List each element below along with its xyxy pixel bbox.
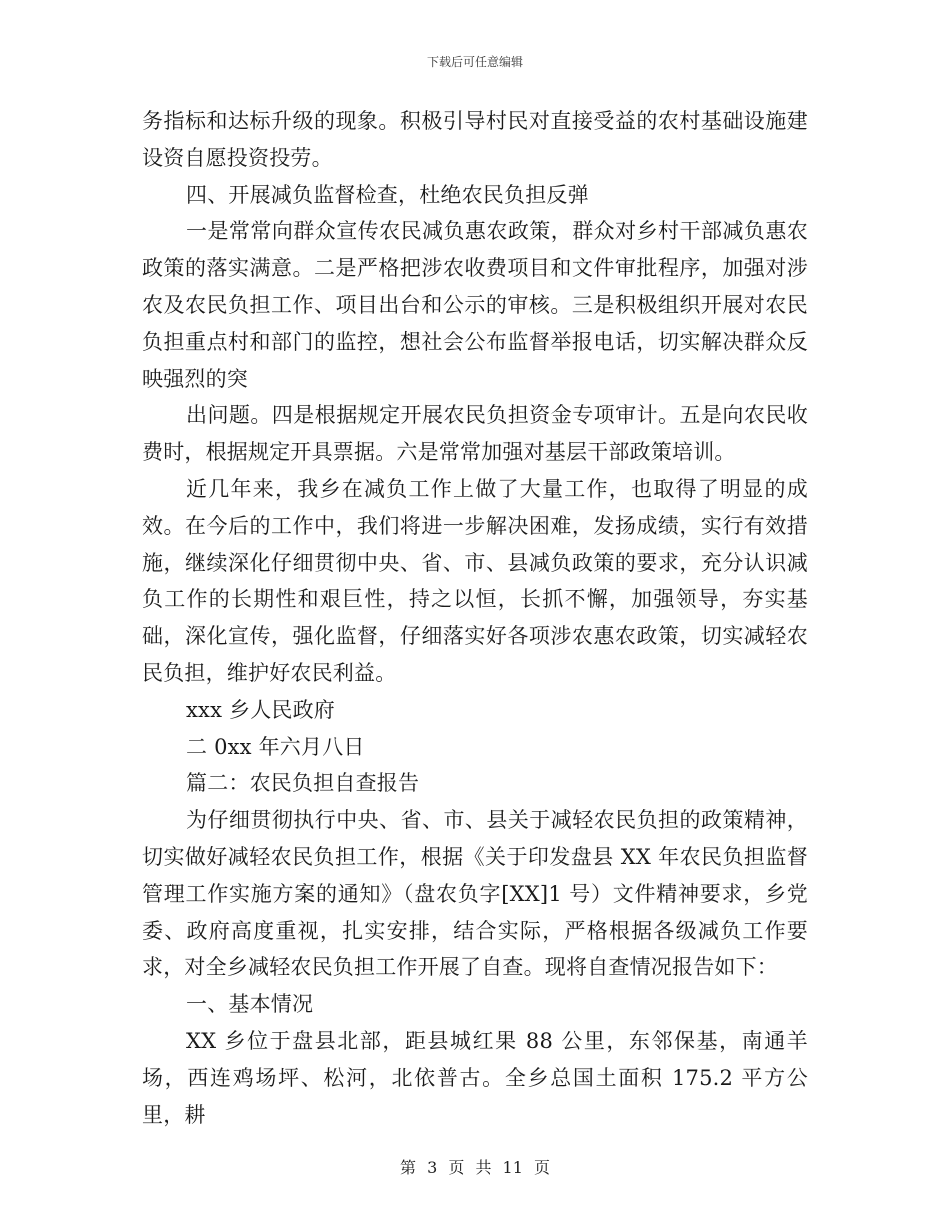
- paragraph-basic-info: XX 乡位于盘县北部，距县城红果 88 公里，东邻保基，南通羊场，西连鸡场坪、松河，北依普古。全乡总国土面积 175.2 平方公里，耕: [142, 1028, 808, 1127]
- paragraph-1: 务指标和达标升级的现象。积极引导村民对直接受益的农村基础设施建设资自愿投资投劳。: [142, 109, 808, 170]
- chapter-title: 篇二：农民负担自查报告: [186, 771, 420, 796]
- section-heading-1: 一、基本情况: [186, 992, 314, 1017]
- signature-date: 二 0xx 年六月八日: [186, 734, 365, 759]
- page-header: 下载后可任意编辑: [426, 55, 523, 69]
- paragraph-measures-continued: 出问题。四是根据规定开展农民负担资金专项审计。五是向农民收费时，根据规定开具票据。六是常常加强对基层干部政策培训。: [142, 403, 808, 465]
- document-body: [142, 103, 808, 1133]
- paragraph-intro: 为仔细贯彻执行中央、省、市、县关于减轻农民负担的政策精神，切实做好减轻农民负担工作，根据《关于印发盘县 XX 年农民负担监督管理工作实施方案的通知》（盘农负字[XX]1 号）文件精神要求，乡党委、政府高度重视，扎实安排，结合实际，严格根据各级减负工作要求，对全乡减轻农民负担工作开展了自查。现将自查情况报告如下：: [142, 808, 808, 980]
- page-footer: 第 3 页 共 11 页: [400, 1158, 550, 1177]
- paragraph-summary: 近几年来，我乡在减负工作上做了大量工作，也取得了明显的成效。在今后的工作中，我们将进一步解决困难，发扬成绩，实行有效措施，继续深化仔细贯彻中央、省、市、县减负政策的要求，充分认识减负工作的长期性和艰巨性，持之以恒，长抓不懈，加强领导，夯实基础，深化宣传，强化监督，仔细落实好各项涉农惠农政策，切实减轻农民负担，维护好农民利益。: [142, 476, 808, 685]
- section-heading-4: 四、开展减负监督检查，杜绝农民负担反弹: [186, 182, 589, 207]
- signature-organization: xxx 乡人民政府: [186, 697, 336, 722]
- paragraph-measures: 一是常常向群众宣传农民减负惠农政策，群众对乡村干部减负惠农政策的落实满意。二是严格把涉农收费项目和文件审批程序，加强对涉农及农民负担工作、项目出台和公示的审核。三是积极组织开展对农民负担重点村和部门的监控，想社会公布监督举报电话，切实解决群众反映强烈的突: [142, 219, 808, 391]
